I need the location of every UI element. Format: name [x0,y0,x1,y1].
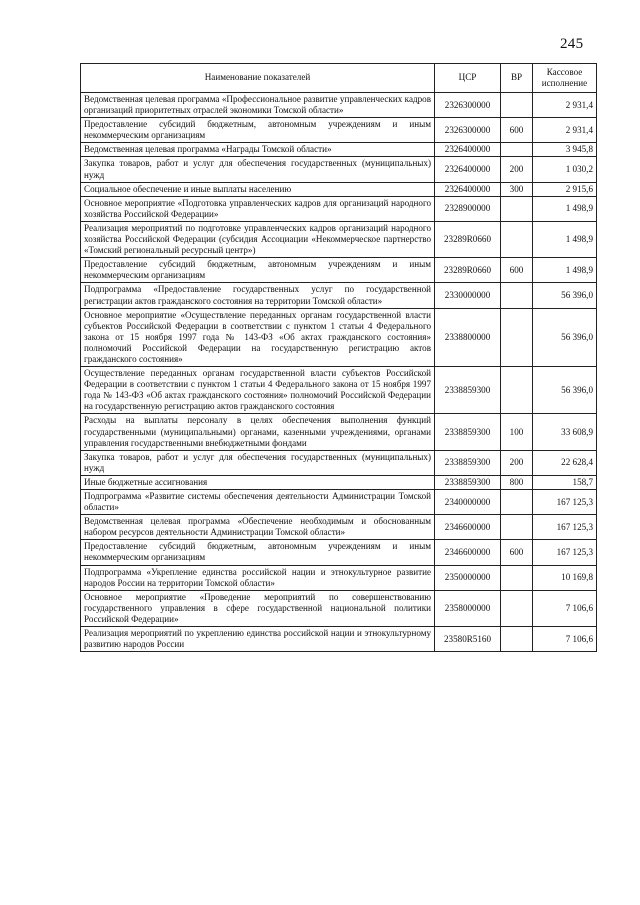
cell-csr: 2338859300 [435,414,501,450]
cell-vr: 600 [501,118,533,143]
cell-amount: 167 125,3 [533,540,597,565]
table-row [81,221,597,257]
table-row [81,490,597,515]
cell-csr: 2326300000 [435,93,501,118]
cell-amount: 7 106,6 [533,627,597,652]
cell-csr: 2330000000 [435,283,501,308]
table-row [81,258,597,283]
table-row [81,283,597,308]
cell-amount: 56 396,0 [533,283,597,308]
cell-name: Подпрограмма «Укрепление единства российской нации и этнокультурное развитие народов России на территории Томской области» [81,565,435,590]
table-row [81,118,597,143]
cell-csr: 2326400000 [435,182,501,196]
cell-name: Закупка товаров, работ и услуг для обеспечения государственных (муниципальных) нужд [81,450,435,475]
cell-name: Иные бюджетные ассигнования [81,475,435,489]
cell-name: Предоставление субсидий бюджетным, автономным учреждениям и иным некоммерческим организациям [81,258,435,283]
cell-csr: 2326400000 [435,143,501,157]
cell-csr: 2338859300 [435,450,501,475]
budget-execution-table [80,63,597,652]
cell-amount: 158,7 [533,475,597,489]
table-row [81,93,597,118]
cell-amount: 2 931,4 [533,93,597,118]
cell-vr: 600 [501,258,533,283]
cell-csr: 23289R0660 [435,221,501,257]
cell-csr: 2326400000 [435,157,501,182]
table-row [81,475,597,489]
cell-vr: 200 [501,157,533,182]
cell-vr [501,196,533,221]
cell-name: Реализация мероприятий по подготовке управленческих кадров организаций народного хозяйства Российской Федерации (субсидия Ассоциации «Некоммерческое партнерство «Томский региональный ресурсный центр») [81,221,435,257]
cell-name: Предоставление субсидий бюджетным, автономным учреждениям и иным некоммерческим организациям [81,540,435,565]
table-row [81,540,597,565]
cell-csr: 2346600000 [435,515,501,540]
cell-vr: 600 [501,540,533,565]
cell-amount: 1 498,9 [533,258,597,283]
cell-name: Подпрограмма «Предоставление государственных услуг по государственной регистрации актов гражданского состояния на территории Томской области» [81,283,435,308]
table-row [81,565,597,590]
cell-amount: 2 931,4 [533,118,597,143]
cell-name: Закупка товаров, работ и услуг для обеспечения государственных (муниципальных) нужд [81,157,435,182]
cell-name: Социальное обеспечение и иные выплаты населению [81,182,435,196]
cell-name: Ведомственная целевая программа «Обеспечение необходимым и обоснованным набором ресурсов деятельности Администрации Томской области» [81,515,435,540]
cell-name: Расходы на выплаты персоналу в целях обеспечения выполнения функций государственными (муниципальными) органами, казенными учреждениями, органами управления государственными внебюджетными фондами [81,414,435,450]
cell-csr: 2328900000 [435,196,501,221]
cell-csr: 2326300000 [435,118,501,143]
table-row [81,367,597,414]
table-row [81,143,597,157]
cell-amount: 7 106,6 [533,590,597,626]
cell-amount: 167 125,3 [533,515,597,540]
cell-vr [501,308,533,366]
cell-name: Реализация мероприятий по укреплению единства российской нации и этнокультурному развитию народов России [81,627,435,652]
table-row [81,182,597,196]
cell-amount: 2 915,6 [533,182,597,196]
table-header-row [81,64,597,93]
cell-name: Ведомственная целевая программа «Награды Томской области» [81,143,435,157]
cell-amount: 22 628,4 [533,450,597,475]
table-row [81,450,597,475]
cell-name: Основное мероприятие «Осуществление переданных органам государственной власти субъектов Российской Федерации в соответствии с пунктом 1 статьи 4 Федерального закона от 15 ноября 1997 года № 143-ФЗ «Об актах гражданского состояния» полномочий Российской Федерации на государственную регистрацию актов гражданского состояния» [81,308,435,366]
cell-vr [501,490,533,515]
header-name: Наименование показателей [81,64,435,93]
cell-csr: 2338800000 [435,308,501,366]
cell-csr: 2358000000 [435,590,501,626]
table-row [81,515,597,540]
cell-amount: 167 125,3 [533,490,597,515]
table-row [81,157,597,182]
cell-vr [501,143,533,157]
cell-vr: 300 [501,182,533,196]
cell-csr: 2338859300 [435,367,501,414]
cell-csr: 2346600000 [435,540,501,565]
cell-vr: 100 [501,414,533,450]
cell-amount: 56 396,0 [533,308,597,366]
table-row [81,590,597,626]
cell-amount: 3 945,8 [533,143,597,157]
cell-vr [501,515,533,540]
cell-vr [501,627,533,652]
cell-csr: 2338859300 [435,475,501,489]
cell-vr [501,93,533,118]
cell-amount: 1 498,9 [533,196,597,221]
cell-amount: 33 608,9 [533,414,597,450]
cell-vr [501,590,533,626]
cell-name: Подпрограмма «Развитие системы обеспечения деятельности Администрации Томской области» [81,490,435,515]
cell-vr [501,565,533,590]
cell-name: Основное мероприятие «Проведение мероприятий по совершенствованию государственного управления в сфере государственной национальной политики Российской Федерации» [81,590,435,626]
cell-vr [501,283,533,308]
cell-csr: 23289R0660 [435,258,501,283]
cell-amount: 10 169,8 [533,565,597,590]
header-vr: ВР [501,64,533,93]
cell-name: Предоставление субсидий бюджетным, автономным учреждениям и иным некоммерческим организациям [81,118,435,143]
table-body [81,93,597,652]
cell-amount: 1 498,9 [533,221,597,257]
cell-vr [501,367,533,414]
cell-vr: 800 [501,475,533,489]
cell-csr: 23580R5160 [435,627,501,652]
cell-amount: 56 396,0 [533,367,597,414]
cell-csr: 2340000000 [435,490,501,515]
cell-name: Осуществление переданных органам государственной власти субъектов Российской Федерации в соответствии с пунктом 1 статьи 4 Федерального закона от 15 ноября 1997 года № 143-ФЗ «Об актах гражданского состояния» полномочий Российской Федерации на государственную регистрацию актов гражданского состояния [81,367,435,414]
cell-name: Ведомственная целевая программа «Профессиональное развитие управленческих кадров организаций приоритетных отраслей экономики Томской области» [81,93,435,118]
table-row [81,308,597,366]
table-row [81,414,597,450]
page-number: 245 [560,36,584,52]
cell-name: Основное мероприятие «Подготовка управленческих кадров для организаций народного хозяйства Российской Федерации» [81,196,435,221]
cell-vr: 200 [501,450,533,475]
cell-csr: 2350000000 [435,565,501,590]
table-row [81,627,597,652]
header-csr: ЦСР [435,64,501,93]
cell-vr [501,221,533,257]
table-row [81,196,597,221]
header-amount: Кассовое исполнение [533,64,597,93]
cell-amount: 1 030,2 [533,157,597,182]
